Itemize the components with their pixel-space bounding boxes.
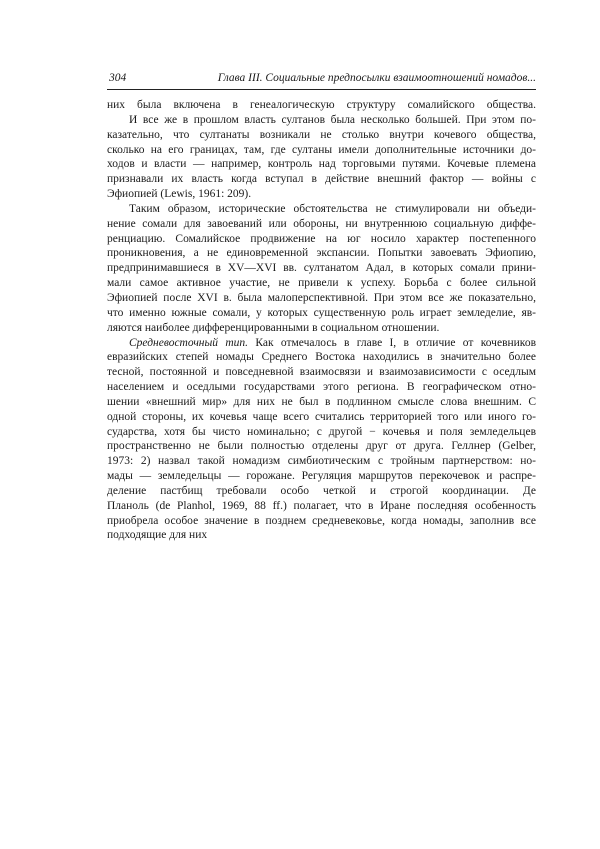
text-line: них была включена в генеалогическую структуру сомалийского общества. xyxy=(107,99,536,111)
text-line: деление пастбищ требовали особо четкой и строгой координации. Де xyxy=(107,484,536,497)
text-line: нение сомали для завоеваний или обороны, ни внутреннюю социальную диффе- xyxy=(107,217,536,230)
text-line: Эфиопией после XVI в. была малоперспективной. При этом все же показательно, xyxy=(107,291,536,304)
text-line: И все же в прошлом власть султанов была несколько большей. При этом по- xyxy=(129,113,536,126)
body-text xyxy=(107,98,536,543)
text-line: Таким образом, исторические обстоятельства не стимулировали ни объеди- xyxy=(129,202,536,215)
text-line: проникновения, а не единовременной экспансии. Попытки завоевать Эфиопию, xyxy=(107,247,536,260)
running-header xyxy=(107,70,536,86)
text-line: мали самое активное участие, не привели к успеху. Борьба с более сильной xyxy=(107,277,536,290)
text-line: Эфиопией (Lewis, 1961: 209). xyxy=(107,188,252,201)
text-line: одной стороны, их кочевья чаще всего считались территорией того или иного го- xyxy=(107,410,536,423)
text-line: подходящие для них xyxy=(107,529,208,542)
page-number: 304 xyxy=(109,72,127,84)
text-line xyxy=(107,336,536,351)
text-line: признавали их власть когда вступал в действие внешний фактор — войны с xyxy=(107,173,536,186)
header-rule xyxy=(107,89,536,90)
text-line: ляются наиболее дифференцированными в социальном отношении. xyxy=(107,321,440,334)
text-line: ходов и власти — например, контроль над торговыми путями. Кочевые племена xyxy=(107,158,536,171)
text-line: сколько на его границах, там, где султаны имели дополнительные источники до- xyxy=(107,143,536,156)
text-line: тесной, постоянной и повседневной взаимосвязи и взаимозависимости с оседлым xyxy=(107,366,536,379)
text-line: ренциацию. Сомалийское продвижение на юг носило характер постепенного xyxy=(107,232,536,245)
text-line: приобрела особое значение в позднем средневековье, когда номады, заполнив все xyxy=(107,514,536,527)
text-line: что именно южные сомали, у которых существенную роль играет земледелие, яв- xyxy=(107,306,536,319)
text-line: предпринимавшиеся в XV—XVI вв. султанатом Адал, в которых сомали прини- xyxy=(107,262,536,275)
text-line: населением и оседлыми государствами этого региона. В географическом отно- xyxy=(107,381,536,394)
text-line-rest: Как отмечалось в главе I, в отличие от кочевников xyxy=(255,336,536,349)
text-line: евразийских степей номады Среднего Востока находились в значительно более xyxy=(107,351,536,364)
text-line: казательно, что султанаты возникали не столько внутри кочевого общества, xyxy=(107,128,536,141)
text-line: шении «внешний мир» для них не был в подлинном смысле слова внешним. С xyxy=(107,395,536,408)
text-line: пространственно не были полностью отделены друг от друга. Геллнер (Gelber, xyxy=(107,440,536,453)
italic-lead-in: Средневосточный тип. xyxy=(129,336,249,349)
text-line: сударства, хотя бы чисто номинально; с другой − кочевья и поля земледельцев xyxy=(107,425,536,438)
chapter-title: Глава III. Социальные предпосылки взаимоотношений номадов... xyxy=(217,72,536,84)
text-line: Планоль (de Planhol, 1969, 88 ff.) полагает, что в Иране последняя особенность xyxy=(107,499,536,512)
text-line: мады — земледельцы — горожане. Регуляция маршрутов перекочевок и распре- xyxy=(107,470,536,483)
text-line: 1973: 2) назвал такой номадизм симбиотическим с тройным партнерством: но- xyxy=(107,455,536,468)
